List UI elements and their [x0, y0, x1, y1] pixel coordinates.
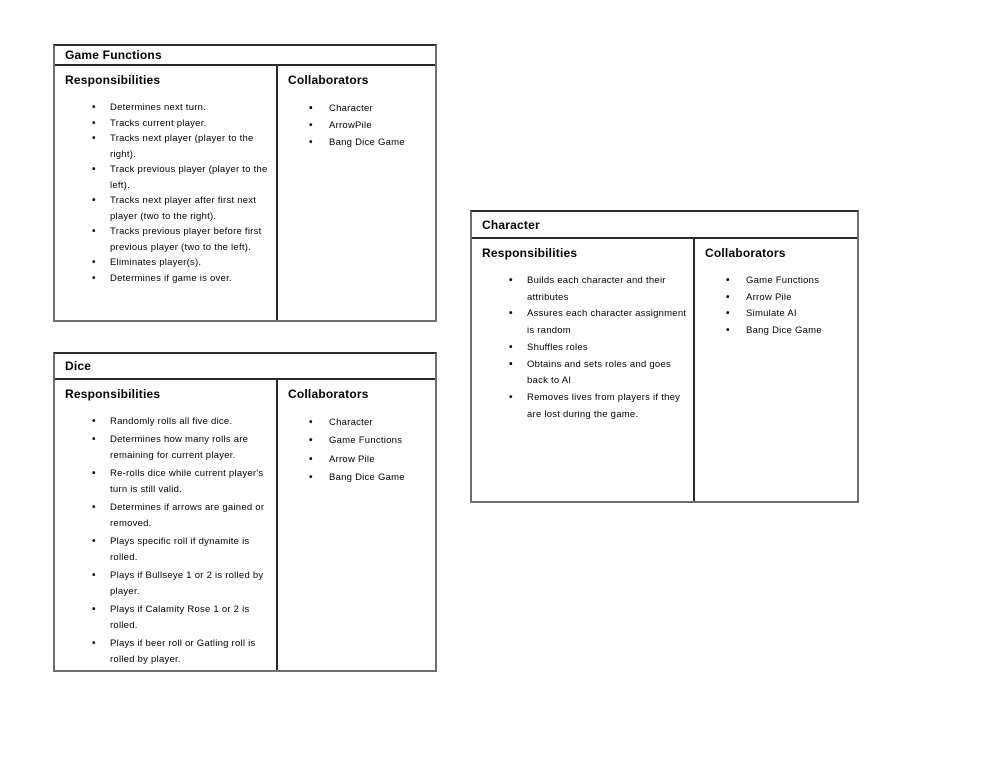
list-item: • Plays if beer roll or Gatling roll is rolled by player. [92, 636, 271, 668]
list-item: • Bang Dice Game [309, 134, 430, 151]
list-item: • Plays if Calamity Rose 1 or 2 is rolled. [92, 602, 271, 634]
card-body [472, 239, 857, 501]
card-title: Character [472, 212, 857, 239]
list-item: • Tracks next player after first next player (two to the right). [92, 193, 271, 224]
list-item: • Determines if arrows are gained or removed. [92, 500, 271, 532]
card-title: Dice [55, 354, 435, 380]
list-item: • Arrow Pile [309, 451, 430, 469]
collaborators-list [695, 273, 857, 339]
list-item: • Track previous player (player to the left). [92, 162, 271, 193]
list-item: • Tracks previous player before first previous player (two to the left). [92, 224, 271, 255]
list-item: • Bang Dice Game [726, 323, 852, 340]
responsibilities-heading: Responsibilities [65, 387, 161, 401]
list-item: • Obtains and sets roles and goes back to AI [509, 357, 688, 390]
responsibilities-column [55, 66, 278, 320]
list-item: • Arrow Pile [726, 290, 852, 307]
list-item: • Builds each character and their attributes [509, 273, 688, 306]
collaborators-heading: Collaborators [705, 246, 786, 260]
list-item: • Bang Dice Game [309, 469, 430, 487]
crc-card-character [470, 210, 859, 503]
responsibilities-list [55, 414, 276, 668]
responsibilities-list [472, 273, 693, 423]
list-item: • Eliminates player(s). [92, 255, 271, 271]
collaborators-list [278, 414, 435, 488]
collaborators-heading: Collaborators [288, 387, 369, 401]
card-body [55, 66, 435, 320]
collaborators-column [278, 380, 435, 670]
responsibilities-column [472, 239, 695, 501]
collaborators-column [695, 239, 857, 501]
responsibilities-column [55, 380, 278, 670]
list-item: • Character [309, 414, 430, 432]
list-item: • Determines if game is over. [92, 271, 271, 287]
responsibilities-list [55, 100, 276, 286]
list-item: • Tracks current player. [92, 116, 271, 132]
list-item: • Determines how many rolls are remaining for current player. [92, 432, 271, 464]
list-item: • Game Functions [309, 432, 430, 450]
list-item: • Shuffles roles [509, 340, 688, 357]
list-item: • Assures each character assignment is random [509, 306, 688, 339]
list-item: • Determines next turn. [92, 100, 271, 116]
list-item: • Simulate AI [726, 306, 852, 323]
card-title: Game Functions [55, 46, 435, 66]
list-item: • Character [309, 100, 430, 117]
crc-card-game-functions [53, 44, 437, 322]
responsibilities-heading: Responsibilities [482, 246, 578, 260]
crc-card-dice [53, 352, 437, 672]
list-item: • Game Functions [726, 273, 852, 290]
collaborators-heading: Collaborators [288, 73, 369, 87]
list-item: • Plays if Bullseye 1 or 2 is rolled by player. [92, 568, 271, 600]
list-item: • Randomly rolls all five dice. [92, 414, 271, 430]
card-body [55, 380, 435, 670]
collaborators-list [278, 100, 435, 151]
list-item: • Removes lives from players if they are lost during the game. [509, 390, 688, 423]
list-item: • Re-rolls dice while current player's turn is still valid. [92, 466, 271, 498]
list-item: • Plays specific roll if dynamite is rolled. [92, 534, 271, 566]
collaborators-column [278, 66, 435, 320]
list-item: • Tracks next player (player to the right). [92, 131, 271, 162]
responsibilities-heading: Responsibilities [65, 73, 161, 87]
list-item: • ArrowPile [309, 117, 430, 134]
